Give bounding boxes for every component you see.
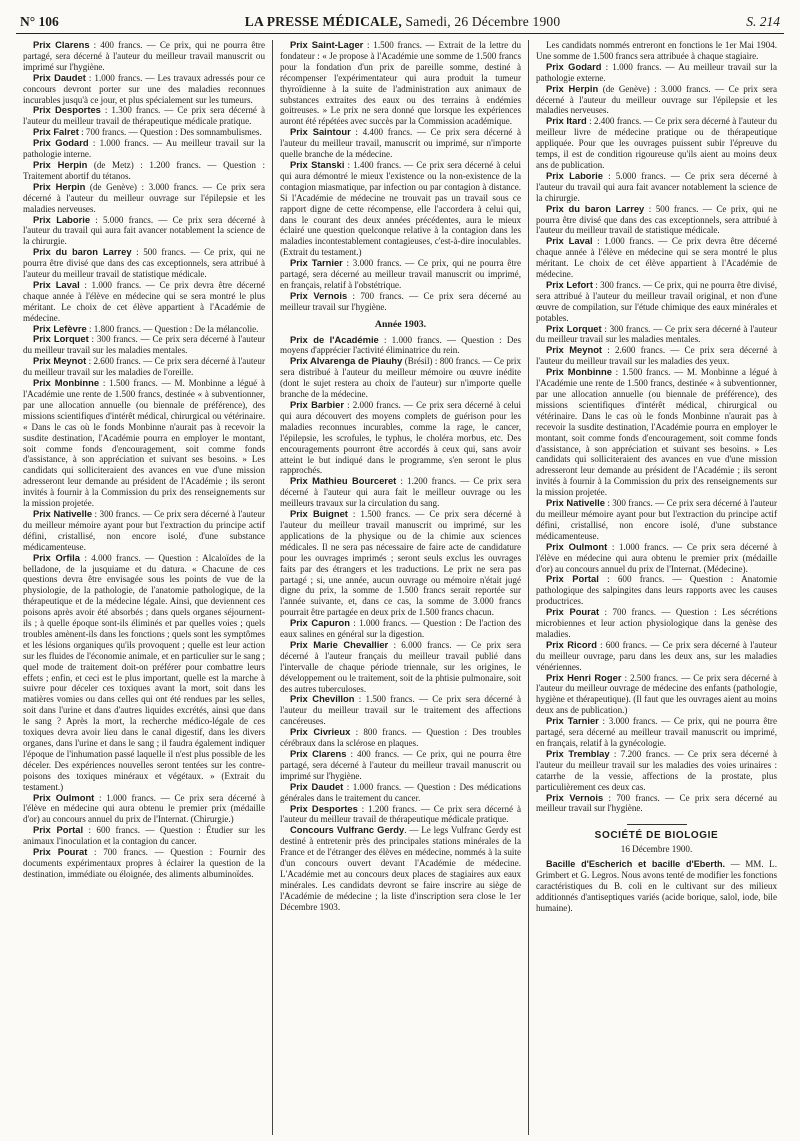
masthead <box>245 14 561 30</box>
prize-name: Prix Mathieu Bourceret <box>290 475 397 487</box>
prize-name: Prix Laborie <box>546 169 603 181</box>
prize-description: : 1.000 francs. — Au meilleur travail sur la pathologie interne. <box>23 138 265 160</box>
prize-entry <box>536 574 777 607</box>
prize-entry <box>280 640 521 695</box>
prize-entry <box>280 618 521 640</box>
article-text: — MM. L. Grimbert et G. Legros. Nous avons tenté de modifier les fonctions caractéristiques du B. coli en le cultivant sur des milieux additionnés d'antiseptiques variés (acide borique, salol, iode, bile humaine). <box>536 859 777 913</box>
column-2 <box>272 40 528 1135</box>
prize-description: : 1.000 francs. — Ce prix sera décerné à l'élève en médecine qui aura obtenu le premier prix (médaille d'or) au concours annuel du prix de l'Internat. (Médecine). <box>536 541 777 574</box>
prize-description: : 1.000 francs. — Au meilleur travail sur la pathologie externe. <box>536 61 777 83</box>
prize-description: : 600 francs. — Question : Anatomie pathologique des salpingites dans leurs rapports avec les causes productrices. <box>536 574 777 607</box>
prize-entry <box>536 640 777 673</box>
page-header <box>16 14 784 34</box>
society-title: SOCIÉTÉ DE BIOLOGIE <box>594 830 719 842</box>
prize-description: : 1.000 francs. — Question : Des moyens d'apprécier l'activité éliminatrice du rein. <box>280 334 521 356</box>
prize-name: Prix Buignet <box>290 508 348 520</box>
prize-entry <box>280 291 521 313</box>
prize-entry <box>23 160 265 182</box>
prize-name: Prix Ricord <box>546 638 597 650</box>
prize-description: : 5.000 francs. — Ce prix sera décerné à l'auteur du travail qui aura fait avancer notablement la science de la chirurgie. <box>536 170 777 203</box>
prize-entry <box>536 84 777 117</box>
prize-entry <box>23 182 265 215</box>
text-columns <box>16 40 784 1135</box>
prize-name: Prix Falret <box>33 126 79 138</box>
prize-name: Prix Chevillon <box>290 693 355 705</box>
year-heading-1903: Année 1903. <box>374 318 427 330</box>
prize-name: Prix Daudet <box>290 780 344 792</box>
prize-entry <box>23 334 265 356</box>
prize-name: Prix Meynot <box>546 344 603 356</box>
prize-name: Prix Herpin <box>33 180 86 192</box>
prize-entry <box>23 847 265 880</box>
prize-entry <box>280 127 521 160</box>
prize-entry <box>536 607 777 640</box>
prize-name: Prix Marie Chevallier <box>290 638 389 650</box>
prize-entry <box>280 694 521 727</box>
prize-name: Prix Desportes <box>33 104 101 116</box>
prize-name: Prix Barbier <box>290 399 344 410</box>
prize-description: (Brésil) : 800 francs. — Ce prix sera distribué à l'auteur du meilleur mémoire ou œuvre inédite (dont le sujet restera au choix de l'auteur) sur n'importe quelle branche de la médecine. <box>280 356 521 400</box>
prize-name: Concours Vulfranc Gerdy <box>290 824 405 836</box>
prize-name: Prix Capuron <box>290 617 350 629</box>
prize-entry <box>280 335 521 357</box>
prize-description: : 300 francs. — Ce prix sera décerné à l'auteur du meilleur mémoire ayant pour but l'extraction du principe actif défini, cristallisé, non encore isolé, d'une substance médicamenteuse. <box>23 508 265 552</box>
prize-description: (de Metz) : 1.200 francs. — Question : Traitement abortif du tétanos. <box>23 159 265 181</box>
prize-description: : 600 francs. — Ce prix sera décerné à l'auteur du meilleur ouvrage, paru dans les deux ans, sur les maladies vénériennes. <box>536 639 777 672</box>
prize-name: Prix Monbinne <box>33 377 100 389</box>
prize-description: : 1.400 francs. — Ce prix sera décerné à celui qui aura démontré le mieux l'existence ou la non-existence de la contagion miasmatique, par infection ou par contagion à distance. Si l'Académie de médecine ne trouvait pas un travail sous ce rapport digne de cette récompense, elle l'accordera à celui qui, dans le courant des deux années précédentes, aura le mieux éclairé une question quelconque relative à la contagion dans les maladies incontestablement contagieuses, c'est-à-dire inoculables. (Extrait du testament.) <box>280 159 521 258</box>
prize-description: : 400 francs. — Ce prix, qui ne pourra être partagé, sera décerné à l'auteur du meilleur travail manuscrit ou imprimé sur l'hygiène. <box>280 749 521 781</box>
prize-name: Prix du baron Larrey <box>33 246 132 258</box>
prize-name: Prix Tremblay <box>546 747 610 759</box>
prize-description: : 500 francs. — Ce prix, qui ne pourra être divisé que dans des cas exceptionnels, sera attribué à l'auteur du meilleur travail de statistique médicale. <box>536 203 777 236</box>
prize-entry <box>280 400 521 476</box>
prize-entry <box>536 673 777 717</box>
prize-description: : 1.000 francs. — Question : De l'action des eaux salines en général sur la digestion. <box>280 618 521 640</box>
column-3 <box>528 40 784 1135</box>
prize-description: : 600 francs. — Question : Étudier sur les animaux l'inoculation et la contagion du cancer. <box>23 825 265 847</box>
prize-entry <box>536 280 777 324</box>
prize-description: : 500 francs. — Ce prix, qui ne pourra être divisé que dans des cas exceptionnels, sera attribué à l'auteur du meilleur travail de statistique médicale. <box>23 247 265 280</box>
prize-name: Prix Henri Roger <box>546 671 622 683</box>
prize-description: : 700 francs. — Ce prix sera décerné au meilleur travail sur l'hygiène. <box>280 290 521 312</box>
folio: S. 214 <box>746 14 780 29</box>
prize-description: : 300 francs. — Ce prix sera décerné à l'auteur du meilleur mémoire ayant pour but l'extraction du principe actif défini, cristallisé, non encore isolé, d'une substance médicamenteuse. <box>536 498 777 541</box>
prize-entry <box>23 247 265 280</box>
prize-entry <box>536 345 777 367</box>
prize-description: : 1.000 francs. — Question : Des médications générales dans le traitement du cancer. <box>280 781 521 803</box>
prize-name: Prix Godard <box>546 60 602 72</box>
prize-description: (de Genève) : 3.000 francs. — Ce prix sera décerné à l'auteur du meilleur ouvrage sur l'épilepsie et les maladies nerveuses. <box>536 83 777 116</box>
prize-description: : 1.300 francs. — Ce prix sera décerné à l'auteur du meilleur travail de thérapeutique médicale pratique. <box>23 105 265 127</box>
society-date: 16 Décembre 1900. <box>620 844 693 855</box>
prize-name: Prix Tarnier <box>290 257 343 269</box>
prize-entry <box>23 105 265 127</box>
article-title: Bacille d'Escherich et bacille d'Eberth. <box>546 859 726 870</box>
article-paragraph <box>536 859 777 914</box>
journal-title: LA PRESSE MÉDICALE, <box>244 14 402 29</box>
prize-name: Prix Meynot <box>33 355 87 367</box>
prize-description: : 6.000 francs. — Ce prix sera décerné à l'auteur français du meilleur travail publié dans l'intervalle de chaque période triennale, sur les origines, le développement ou le traitement, soit de la phtisie pulmonaire, soit des autres tuberculoses. <box>280 639 521 694</box>
prize-name: Prix Desportes <box>290 802 358 814</box>
section-divider <box>627 824 687 825</box>
prize-description: : 2.000 francs. — Ce prix sera décerné à celui qui aura découvert des moyens complets de guérison pour les maladies reconnues incurables, comme la rage, le cancer, l'épilepsie, les scrofules, le typhus, le choléra morbus, etc. Des encouragements pourront être accordés à ceux qui, sans avoir atteint le but indiqué dans le programme, s'en seront le plus rapprochés. <box>280 400 522 476</box>
prize-name: Prix Herpin <box>33 158 88 170</box>
prize-entry <box>280 509 521 618</box>
prize-entry <box>23 825 265 847</box>
prize-description: : 1.500 francs. — Ce prix sera décerné à l'auteur du meilleur travail manuscrit ou imprimé, sur les applications de la physique ou de la chimie aux sciences médicales. Il ne sera pas nécessaire de faire acte de candidature pour les ouvrages imprimés ; seront seuls exclus les ouvrages faits par des étrangers et les traductions. Le prix ne sera pas partagé ; si, une année, aucun ouvrage ou mémoire n'était jugé digne du prix, la somme de 1.500 francs serait reportée sur l'année suivante, et, dans ce cas, la somme de 3.000 francs pourrait être partagée en deux prix de 1.500 francs chacun. <box>280 509 521 618</box>
prize-entry <box>536 171 777 204</box>
prize-name: Prix Nativelle <box>33 507 93 519</box>
prize-entry <box>280 356 521 400</box>
prize-entry <box>536 716 777 749</box>
prize-name: Prix Saint-Lager <box>290 40 364 50</box>
prize-description: . — Le legs Vulfranc Gerdy est destiné à entretenir près des principales stations minérales de la France et de l'étranger des élèves en médecine, nommés à la suite d'un concours ouvert devant l'Académie de médecine. L'Académie met au concours deux places de stagiaires aux eaux minérales. Les candidats devront se faire inscrire au siège de l'Académie de médecine ; la liste d'inscription sera close le 1er Décembre 1903. <box>280 825 522 912</box>
prize-description: : 300 francs. — Ce prix sera décerné à l'auteur du meilleur travail sur les maladies mentales. <box>23 334 265 356</box>
prize-entry <box>280 476 521 509</box>
prize-name: Prix Portal <box>546 573 599 585</box>
prize-name: Prix Herpin <box>546 82 599 94</box>
column-1 <box>16 40 272 1135</box>
prize-name: Prix du baron Larrey <box>546 202 645 214</box>
prize-entry <box>280 258 521 291</box>
prize-name: Prix Nativelle <box>546 497 605 509</box>
prize-name: Prix Civrieux <box>290 726 351 738</box>
prize-name: Prix Clarens <box>290 748 347 759</box>
prize-name: Prix Laval <box>33 278 80 290</box>
prize-entry <box>536 62 777 84</box>
prize-entry <box>23 553 265 793</box>
society-section <box>536 824 777 913</box>
prize-description: : 700 francs. — Ce prix sera décerné au meilleur travail sur l'hygiène. <box>536 792 777 814</box>
prize-entry <box>23 73 265 106</box>
prize-name: Prix Pourat <box>33 846 88 858</box>
prize-entry <box>280 782 521 804</box>
prize-description: : 1.000 francs. — Les travaux adressés pour ce concours devront porter sur une des maladies reconnues incurables jusqu'à ce jour, et plus spécialement sur les tumeurs. <box>23 72 265 105</box>
prize-description: : 2.500 francs. — Ce prix sera décerné à l'auteur du meilleur ouvrage de médecine des enfants (pathologie, hygiène et thérapeutique). (Il faut que les ouvrages aient au moins deux ans de publication.) <box>536 672 777 716</box>
prize-entry <box>280 727 521 749</box>
prize-description: : 4.400 francs. — Ce prix sera décerné à l'auteur du meilleur travail, manuscrit ou imprimé, sur n'importe quelle branche de la médecine. <box>280 127 521 160</box>
prize-entry <box>536 749 777 793</box>
prize-entry <box>536 40 777 62</box>
prize-entry <box>536 498 777 542</box>
prize-description: (de Genève) : 3.000 francs. — Ce prix sera décerné à l'auteur du meilleur ouvrage sur l'épilepsie et les maladies nerveuses. <box>23 181 266 214</box>
prize-description: : 3.000 francs. — Ce prix, qui ne pourra être partagé, sera décerné au meilleur travail manuscrit ou imprimé, en français, relatif à la gynécologie. <box>536 716 777 748</box>
prize-description: : 700 francs. — Question : Les sécrétions microbiennes et leur action physiologique dans la genèse des maladies. <box>536 607 778 639</box>
prize-name: Prix Itard <box>546 115 587 127</box>
prize-name: Prix Oulmont <box>33 791 95 803</box>
prize-description: : 300 francs. — Ce prix, qui ne pourra être divisé, sera attribué à l'auteur du meilleur travail original, et non d'une œuvre de compilation, sur l'étude chimique des eaux minérales et potables. <box>536 279 777 323</box>
prize-entry <box>23 793 265 826</box>
prize-entry <box>536 116 777 171</box>
prize-description: : 1.200 francs. — Ce prix sera décerné à l'auteur du meilleur travail de thérapeutique médicale pratique. <box>280 803 521 825</box>
prize-description: : 5.000 francs. — Ce prix sera décerné à l'auteur du travail qui aura fait avancer notablement la science de la chirurgie. <box>23 214 265 247</box>
prize-description: : 2.600 francs. — Ce prix sera décerné à l'auteur du meilleur travail sur les maladies des yeux. <box>536 345 777 367</box>
prize-description: : 700 francs. — Question : Des somnambulismes. <box>78 127 262 138</box>
prize-entry <box>280 40 521 127</box>
prize-name: Prix Vernois <box>290 289 348 301</box>
prize-name: Prix Laval <box>546 235 593 247</box>
prize-entry <box>23 509 265 553</box>
prize-name: Prix Portal <box>33 824 84 836</box>
prize-name: Prix Clarens <box>33 40 90 50</box>
prize-entry <box>23 138 265 160</box>
prize-entry <box>23 215 265 248</box>
prize-description: : 7.200 francs. — Ce prix sera décerné à l'auteur du meilleur travail sur les maladies des voies urinaires : catarrhe de la vessie, affections de la prostate, plus particulièrement ces deux cas. <box>536 748 777 792</box>
prize-entry <box>280 825 521 912</box>
issue-number: N° 106 <box>20 14 59 29</box>
prize-description: : 2.600 francs. — Ce prix sera décerné à l'auteur du meilleur travail sur les maladies de l'oreille. <box>23 356 265 378</box>
prize-description: : 1.200 francs. — Ce prix sera décerné à l'auteur qui aura fait le meilleur ouvrage ou les meilleurs travaux sur la circulation du sang. <box>280 476 521 509</box>
prize-description: : 4.000 francs. — Question : Alcaloïdes de la belladone, de la jusquiame et du datura. « Chacune de ces questions devra être envisagée sous les points de vue de la physiologie, de la pathologie, de l'anatomie pathologique, de la thérapeutique et de la médecine légale. Ainsi, que deviennent ces poisons après avoir été absorbés ; dans quels organes séjournent-ils ; à quelle époque sont-ils éliminés et par quelles voies ; quels troubles amènent-ils dans les fonctions ; quels sont les symptômes et les lésions organiques qu'ils provoquent ; quelle est leur action sur les fluides de l'économie animale, et en particulier sur le sang ; quel mode de traitement doit-on préférer pour combattre leurs effets ; enfin, et ceci est le plus important, quelle est la marche à suivre pour déceler ces toxiques avant la mort, soit dans les matières vomies ou dans celles qui ont été rendues par les selles, soit dans l'urine et dans d'autres liquides excrétés, ainsi que dans le sang ? Après la mort, la recherche médico-légale de ces toxiques devra avoir lieu dans le canal digestif, dans les divers organes, dans l'urine et dans le sang ; il faudra également indiquer l'époque de l'inhumation passé laquelle il n'est plus possible de les déceler. Des expériences nouvelles seront tentées sur les contre-poisons des toxiques minéraux et végétaux. » (Extrait du testament.) <box>23 552 265 792</box>
prize-description: : 1.500 francs. — M. Monbinne a légué à l'Académie une rente de 1.500 francs, destinée « à subventionner, par une allocation annuelle (ou biennale de préférence), des missions scientifiques d'intérêt médical, chirurgical ou vétérinaire. « Dans le cas où le fonds Monbinne n'aurait pas à recevoir la susdite destination, l'Académie pourra en employer le montant, soit comme fonds d'encouragement, soit comme fonds d'assistance, à son appréciation et suivant ses besoins. » Les candidats qui solliciteraient des avances en vue d'une mission adresseront leur demande au président de l'Académie ; ils seront invités à fournir à la Commission du prix des renseignements sur la mission projetée. <box>23 378 265 509</box>
prize-entry <box>280 160 521 258</box>
prize-description: : 400 francs. — Ce prix, qui ne pourra être partagé, sera décerné à l'auteur du meilleur travail manuscrit ou imprimé sur l'hygiène. <box>23 40 266 72</box>
prize-description: : 800 francs. — Question : Des troubles cérébraux dans la sclérose en plaques. <box>280 727 521 749</box>
prize-entry <box>23 378 265 509</box>
prize-name: Prix Tarnier <box>546 715 599 727</box>
prize-entry <box>536 793 777 815</box>
prize-name: Prix Oulmont <box>546 540 608 552</box>
issue-date: Samedi, 26 Décembre 1900 <box>405 14 561 29</box>
prize-description: : 1.500 francs. — M. Monbinne a légué à l'Académie une rente de 1.500 francs, destinée « à subventionner, par une allocation annuelle (ou biennale de préférence), des missions scientifiques d'intérêt médical, chirurgical ou vétérinaire. Dans le cas où le fonds Monbinne n'aurait pas à recevoir la susdite destination, l'Académie pourra en employer le montant, soit comme fonds d'encouragement, soit comme fonds d'assistance, à son appréciation et suivant ses besoins. » Les candidats qui solliciteraient des avances en vue d'une mission adresseront leur demande au président de l'Académie ; ils seront invités à fournir à la Commission du prix des renseignements sur la mission projetée. <box>536 367 777 498</box>
prize-description: : 1.000 francs. — Ce prix devra être décerné chaque année à l'élève en médecine qui se sera montré le plus méritant. Le choix de cet élève appartient à l'Académie de médecine. <box>536 236 777 280</box>
prize-name: Prix Saintour <box>290 126 351 138</box>
prize-description: : 300 francs. — Ce prix sera décerné à l'auteur du meilleur travail sur les maladies mentales. <box>536 323 777 345</box>
prize-entry <box>536 204 777 237</box>
prize-description: : 1.000 francs. — Ce prix devra être décerné chaque année à l'élève en médecine qui se sera montré le plus méritant. Le choix de cet élève appartient à l'Académie de médecine. <box>23 279 265 323</box>
prize-name: Prix Lefèvre <box>33 322 87 334</box>
prize-name: Prix Monbinne <box>546 366 612 378</box>
prize-description: : 700 francs. — Question : Fournir des documents expérimentaux propres à éclairer la question de la destination, immédiate ou éloignée, des aliments albuminoïdes. <box>23 847 266 879</box>
prize-entry <box>536 542 777 575</box>
prize-description: : 3.000 francs. — Ce prix, qui ne pourra être partagé, sera décerné au meilleur travail manuscrit ou imprimé, en français, relatif à l'obstétrique. <box>280 258 521 290</box>
prize-name: Prix Alvarenga de Piauhy <box>290 355 403 367</box>
prize-name: Prix Laborie <box>33 213 91 225</box>
prize-description: : 1.500 francs. — Extrait de la lettre du fondateur : « Je propose à l'Académie une somme de 1.500 francs pour la fondation d'un prix de pareille somme, destiné à récompenser l'expérimentateur qui aura produit la tumeur thyroïdienne à la suite de l'administration aux animaux de substances extraites des eaux ou des terrains à endémies goitreuses. » Le prix ne sera donné que lorsque les expériences auront été répétées avec succès par la Commission académique. <box>280 40 521 127</box>
prize-entry <box>536 324 777 346</box>
prize-name: Prix Pourat <box>546 606 600 618</box>
prize-entry <box>536 367 777 498</box>
prize-entry <box>280 804 521 826</box>
prize-description: : 2.400 francs. — Ce prix sera décerné à l'auteur du meilleur livre de médecine pratique ou de thérapeutique appliquée. Pour que les ouvrages puissent subir l'épreuve du temps, il est de condition rigoureuse qu'ils aient au moins deux ans de publication. <box>536 116 777 170</box>
prize-description: : 1.000 francs. — Ce prix sera décerné à l'élève en médecine qui aura obtenu le premier prix (médaille d'or) au concours annuel du prix de l'Internat. (Chirurgie.) <box>23 792 266 825</box>
prize-name: Prix Vernois <box>546 791 604 803</box>
prize-description: : 1.800 francs. — Question : De la mélancolie. <box>86 323 259 334</box>
prize-entry <box>23 280 265 324</box>
prize-name: Prix Lefort <box>546 278 593 290</box>
prize-name: Prix Stanski <box>290 158 345 170</box>
prize-entry <box>23 356 265 378</box>
prize-entry <box>536 236 777 280</box>
prize-name: Prix Orfila <box>33 551 80 563</box>
prize-name: Prix Godard <box>33 137 89 149</box>
prize-name: Prix de l'Académie <box>290 333 379 345</box>
prize-entry <box>23 40 265 73</box>
prize-description: Les candidats nommés entreront en fonctions le 1er Mai 1904. Une somme de 1.500 francs sera attribuée à chaque stagiaire. <box>536 40 777 61</box>
prize-name: Prix Daudet <box>33 71 86 83</box>
prize-name: Prix Lorquet <box>33 333 89 345</box>
prize-entry <box>280 749 521 782</box>
prize-description: : 1.500 francs. — Ce prix sera décerné à l'auteur du meilleur travail sur le traitement des affections cancéreuses. <box>280 694 521 727</box>
prize-name: Prix Lorquet <box>546 322 602 334</box>
